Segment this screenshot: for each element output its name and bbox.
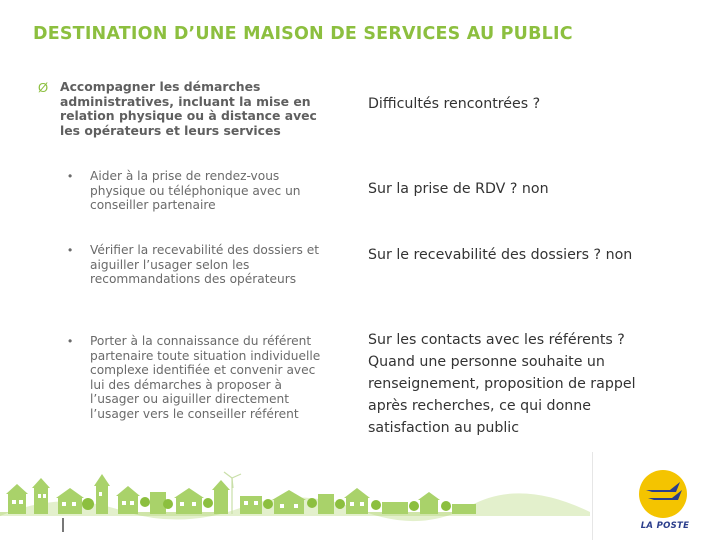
village-illustration [0,470,590,540]
page-title: DESTINATION D’UNE MAISON DE SERVICES AU PUBLIC [33,24,573,44]
arrow-bullet-icon: Ø [38,80,49,95]
divider [592,452,593,540]
answer-difficulties: Difficultés rencontrées ? [368,96,541,112]
logo-text: LA POSTE [640,521,690,531]
bullet-icon: • [68,243,73,257]
bullet-text-3: Porter à la connaissance du référent partenaire toute situation individuelle complexe identifiée et convenir avec lui des démarches à proposer à l’usager ou aiguiller directement l’usager vers le conseiller référent [90,334,321,421]
answer-recevabilite: Sur le recevabilité des dossiers ? non [368,247,633,263]
bullet-text-2: Vérifier la recevabilité des dossiers et aiguiller l’usager selon les recommandations des opérateurs [90,243,319,287]
answer-referents: Sur les contacts avec les référents ? Quand une personne souhaite un renseignement, proposition de rappel après recherches, ce qui donne satisfaction au public [368,332,636,436]
bullet-icon: • [68,334,73,348]
answer-rdv: Sur la prise de RDV ? non [368,181,549,197]
lead-text: Accompagner les démarches administratives, incluant la mise en relation physique ou à distance avec les opérateurs et leurs services [60,79,317,138]
bullet-icon: • [68,169,73,183]
bullet-text-1: Aider à la prise de rendez-vous physique ou téléphonique avec un conseiller partenaire [90,169,301,213]
